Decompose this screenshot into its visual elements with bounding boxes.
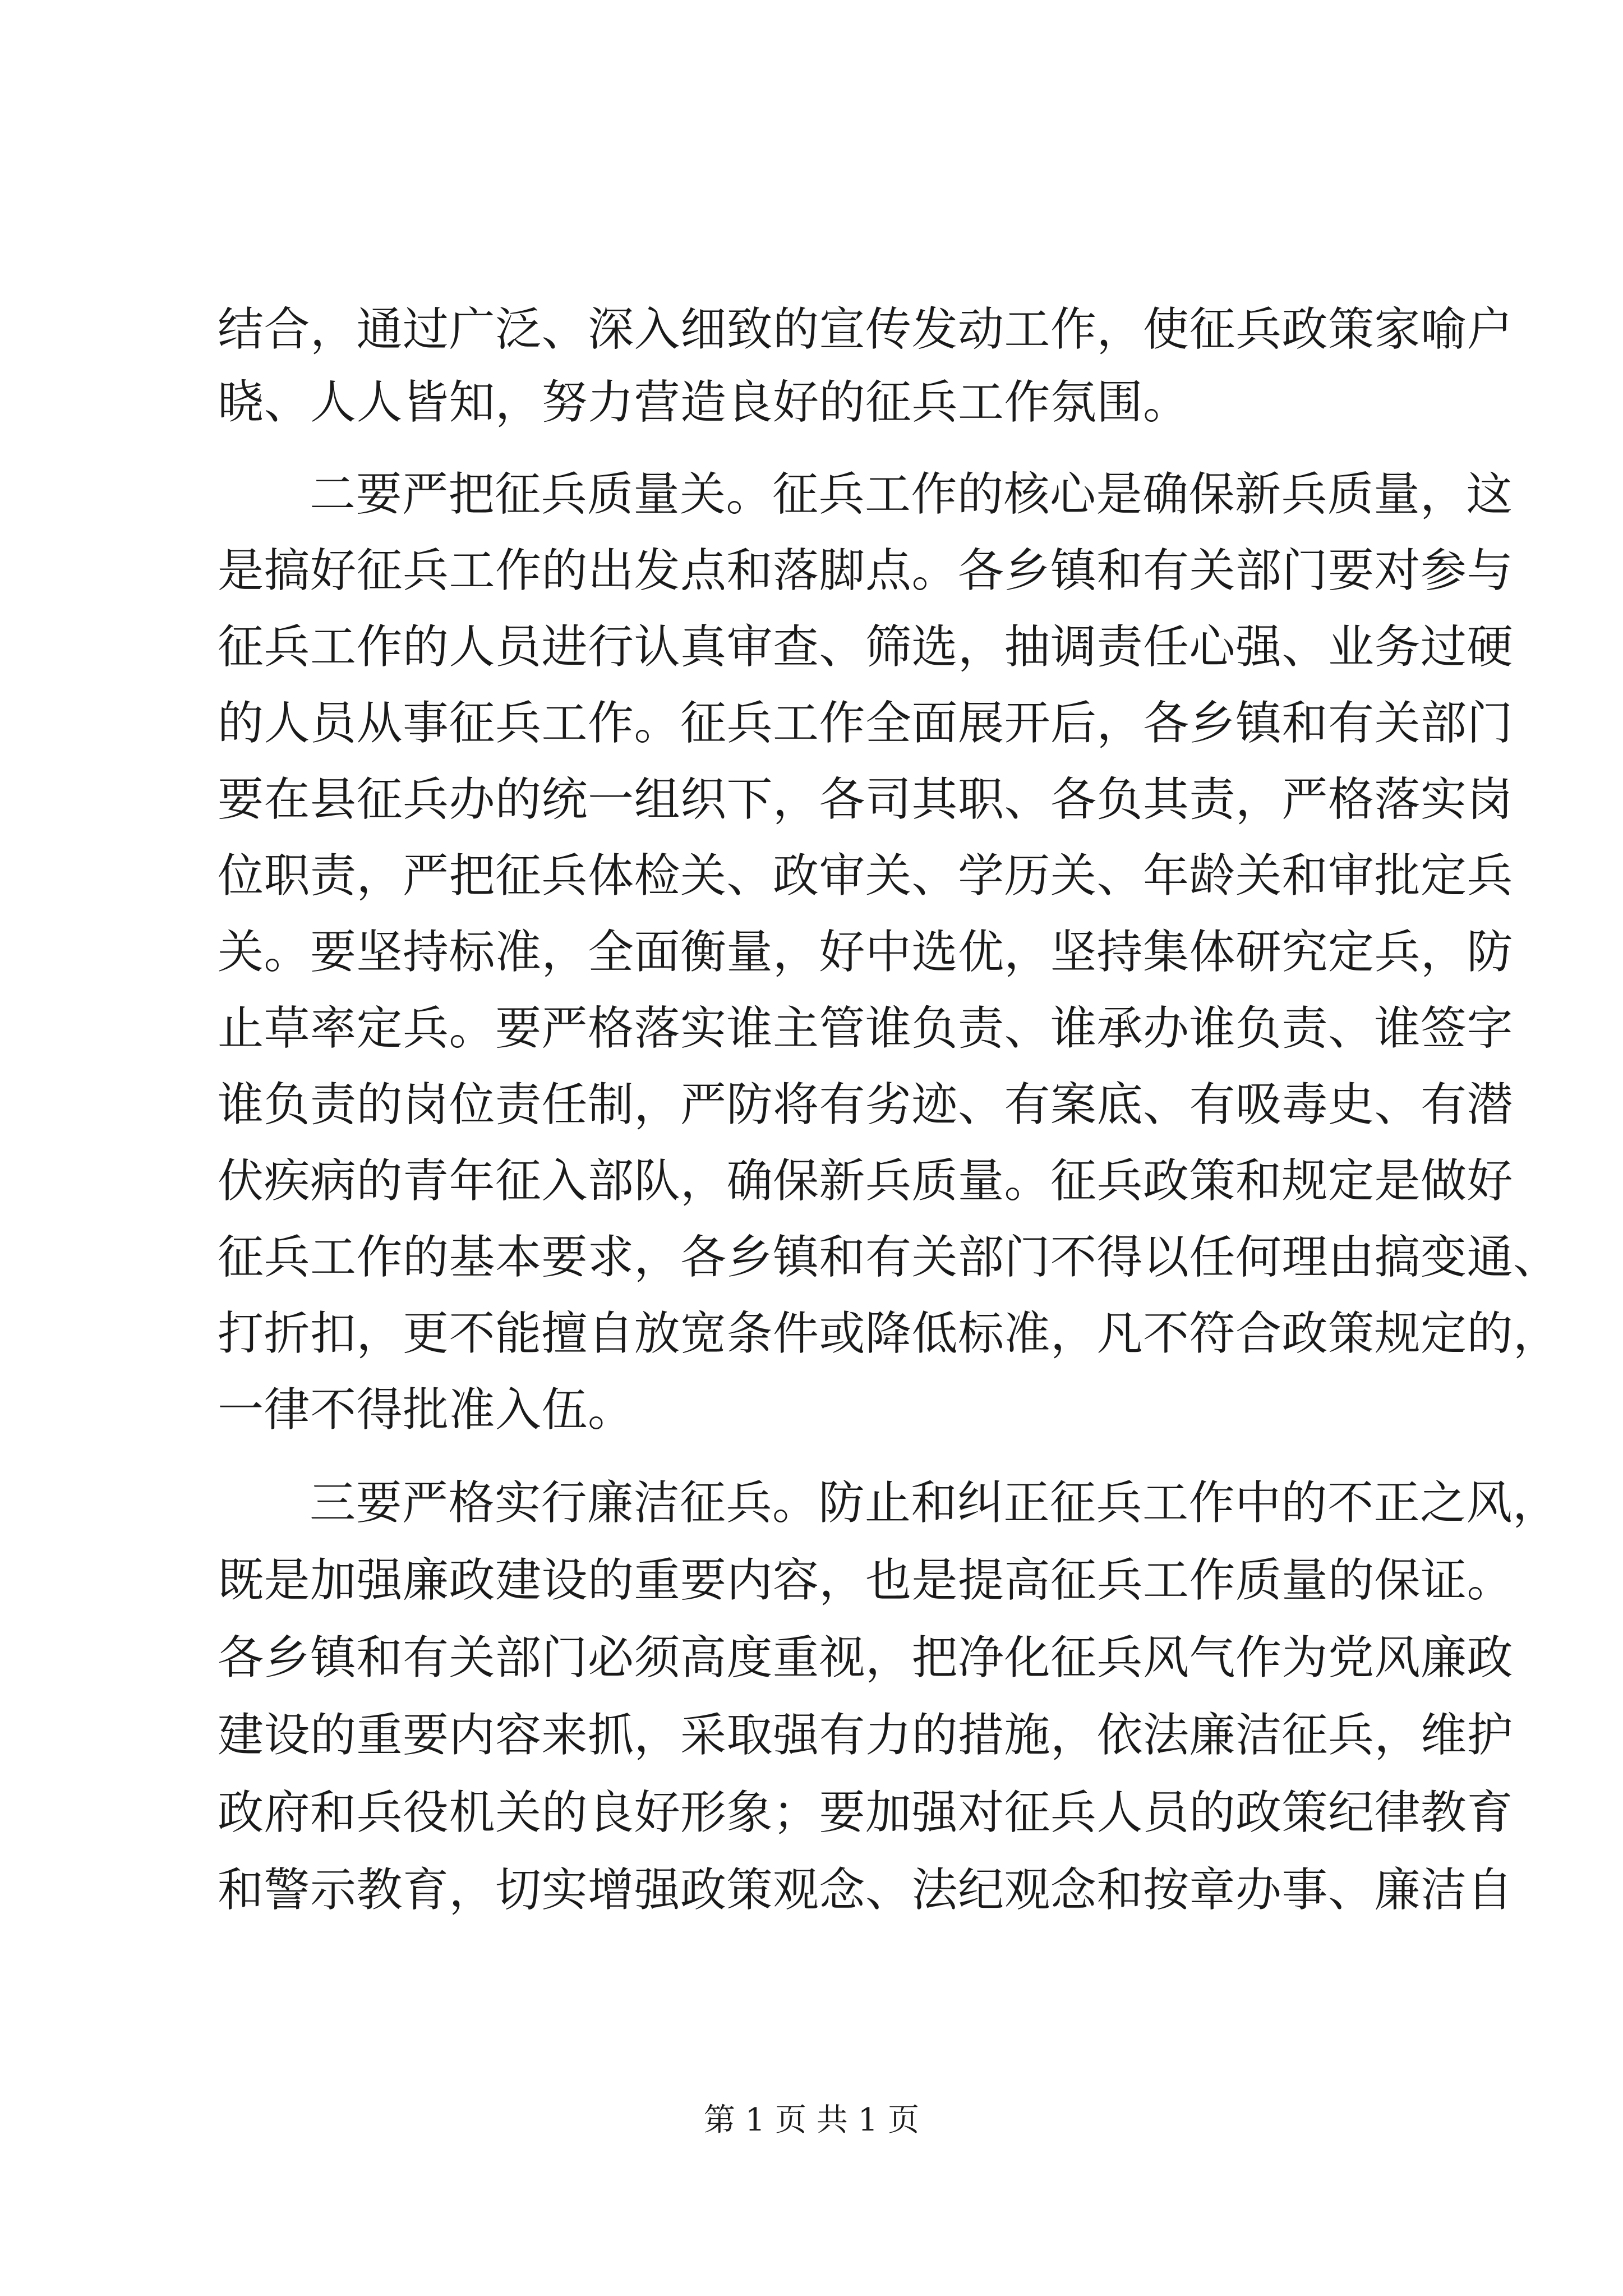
body-line-4: 是搞好征兵工作的出发点和落脚点。各乡镇和有关部门要对参与 (218, 544, 1514, 597)
body-line-9: 关。要坚持标准，全面衡量，好中选优，坚持集体研究定兵，防 (218, 926, 1514, 979)
paragraph-3-line-1: 三要严格实行廉洁征兵。防止和纠正征兵工作中的不正之风， (310, 1476, 1559, 1530)
body-line-5: 征兵工作的人员进行认真审查、筛选，抽调责任心强、业务过硬 (218, 620, 1514, 674)
body-line-17: 既是加强廉政建设的重要内容，也是提高征兵工作质量的保证。 (218, 1554, 1514, 1607)
body-line-18: 各乡镇和有关部门必须高度重视，把净化征兵风气作为党风廉政 (218, 1631, 1514, 1685)
paragraph-2-line-1: 二要严把征兵质量关。征兵工作的核心是确保新兵质量，这 (310, 468, 1513, 521)
body-line-8: 位职责，严把征兵体检关、政审关、学历关、年龄关和审批定兵 (218, 849, 1514, 903)
body-line-10: 止草率定兵。要严格落实谁主管谁负责、谁承办谁负责、谁签字 (218, 1002, 1514, 1055)
body-line-12: 伏疾病的青年征入部队，确保新兵质量。征兵政策和规定是做好 (218, 1154, 1514, 1208)
body-line-11: 谁负责的岗位责任制，严防将有劣迹、有案底、有吸毒史、有潜 (218, 1078, 1514, 1131)
body-line-20: 政府和兵役机关的良好形象；要加强对征兵人员的政策纪律教育 (218, 1786, 1514, 1839)
body-line-6: 的人员从事征兵工作。征兵工作全面展开后，各乡镇和有关部门 (218, 697, 1514, 750)
body-line-1: 结合，通过广泛、深入细致的宣传发动工作，使征兵政策家喻户 (218, 303, 1514, 356)
body-line-19: 建设的重要内容来抓，采取强有力的措施，依法廉洁征兵，维护 (218, 1709, 1514, 1762)
body-line-7: 要在县征兵办的统一组织下，各司其职、各负其责，严格落实岗 (218, 773, 1514, 826)
body-line-2: 晓、人人皆知，努力营造良好的征兵工作氛围。 (218, 376, 1189, 429)
body-line-21: 和警示教育，切实增强政策观念、法纪观念和按章办事、廉洁自 (218, 1864, 1514, 1917)
body-line-15: 一律不得批准入伍。 (218, 1383, 634, 1437)
body-line-14: 打折扣，更不能擅自放宽条件或降低标准，凡不符合政策规定的， (218, 1307, 1560, 1360)
body-line-13: 征兵工作的基本要求，各乡镇和有关部门不得以任何理由搞变通、 (218, 1231, 1560, 1284)
page-number-footer: 第 1 页 共 1 页 (703, 2102, 920, 2138)
